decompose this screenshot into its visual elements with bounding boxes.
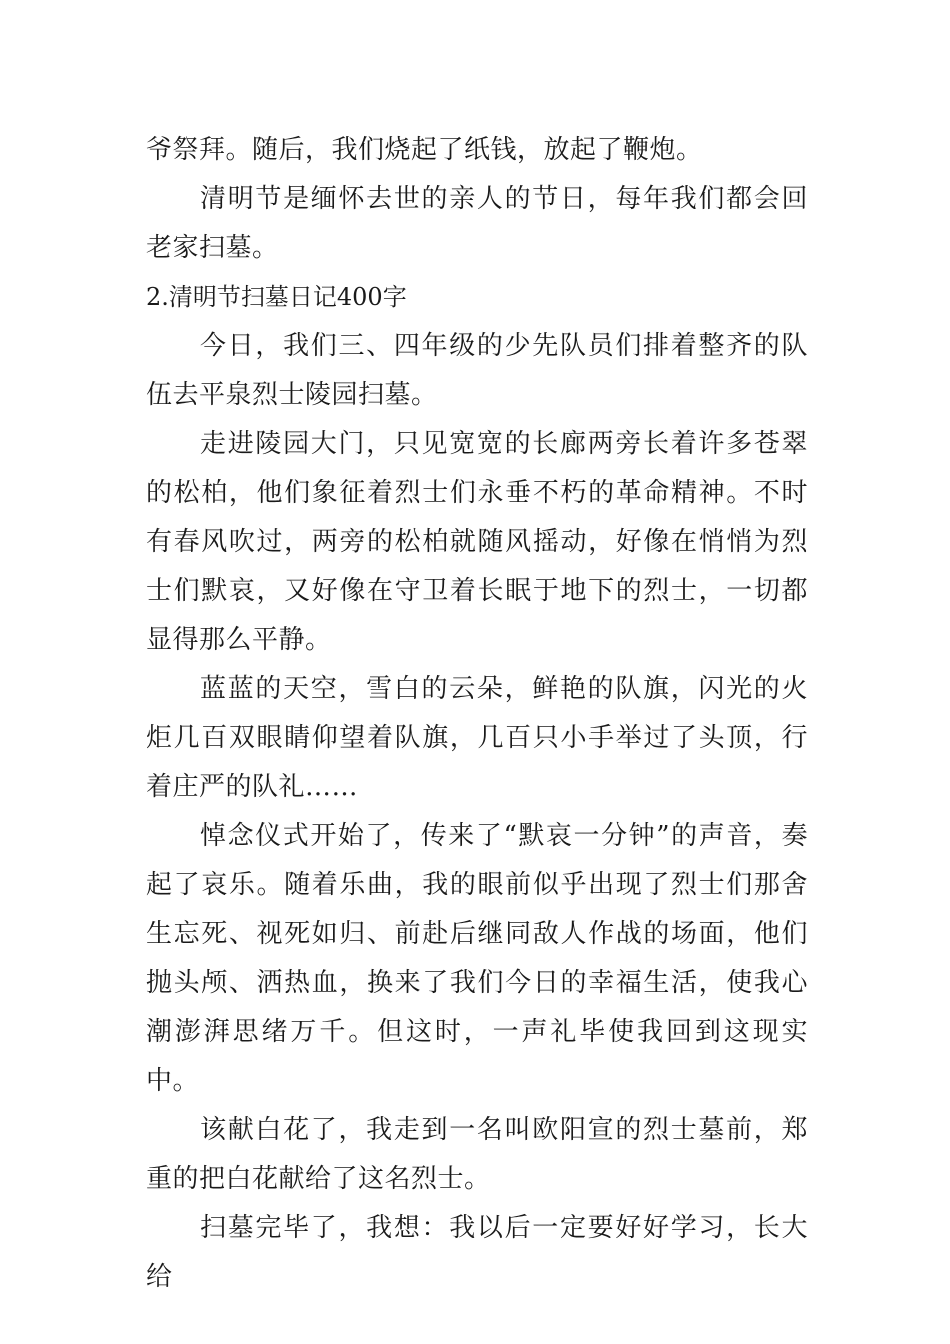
paragraph-ceremony: 悼念仪式开始了，传来了“默哀一分钟”的声音，奏起了哀乐。随着乐曲，我的眼前似乎出现了烈士们那舍生忘死、视死如归、前赴后继同敌人作战的场面，他们抛头颅、洒热血，换来了我们今日的幸福生活，使我心潮澎湃思绪万千。但这时，一声礼毕使我回到这现实中。 (146, 821, 808, 1096)
paragraph-qingming-intro: 清明节是缅怀去世的亲人的节日，每年我们都会回老家扫墓。 (146, 184, 808, 263)
paragraph-conclusion: 扫墓完毕了，我想：我以后一定要好好学习，长大给 (146, 1213, 808, 1292)
section-heading: 2.清明节扫墓日记400字 (146, 283, 407, 311)
paragraph-cemetery-gate: 走进陵园大门，只见宽宽的长廊两旁长着许多苍翠的松柏，他们象征着烈士们永垂不朽的革命精神。不时有春风吹过，两旁的松柏就随风摇动，好像在悄悄为烈士们默哀，又好像在守卫着长眠于地下的烈士，一切都显得那么平静。 (146, 429, 808, 655)
paragraph-blue-sky: 蓝蓝的天空，雪白的云朵，鲜艳的队旗，闪光的火炬几百双眼睛仰望着队旗，几百只小手举过了头顶，行着庄严的队礼…… (146, 674, 808, 802)
paragraph-white-flower: 该献白花了，我走到一名叫欧阳宣的烈士墓前，郑重的把白花献给了这名烈士。 (146, 1115, 808, 1194)
document-body (146, 126, 808, 1302)
paragraph-continuation: 爷祭拜。随后，我们烧起了纸钱，放起了鞭炮。 (146, 135, 703, 165)
paragraph-today: 今日，我们三、四年级的少先队员们排着整齐的队伍去平泉烈士陵园扫墓。 (146, 331, 808, 410)
